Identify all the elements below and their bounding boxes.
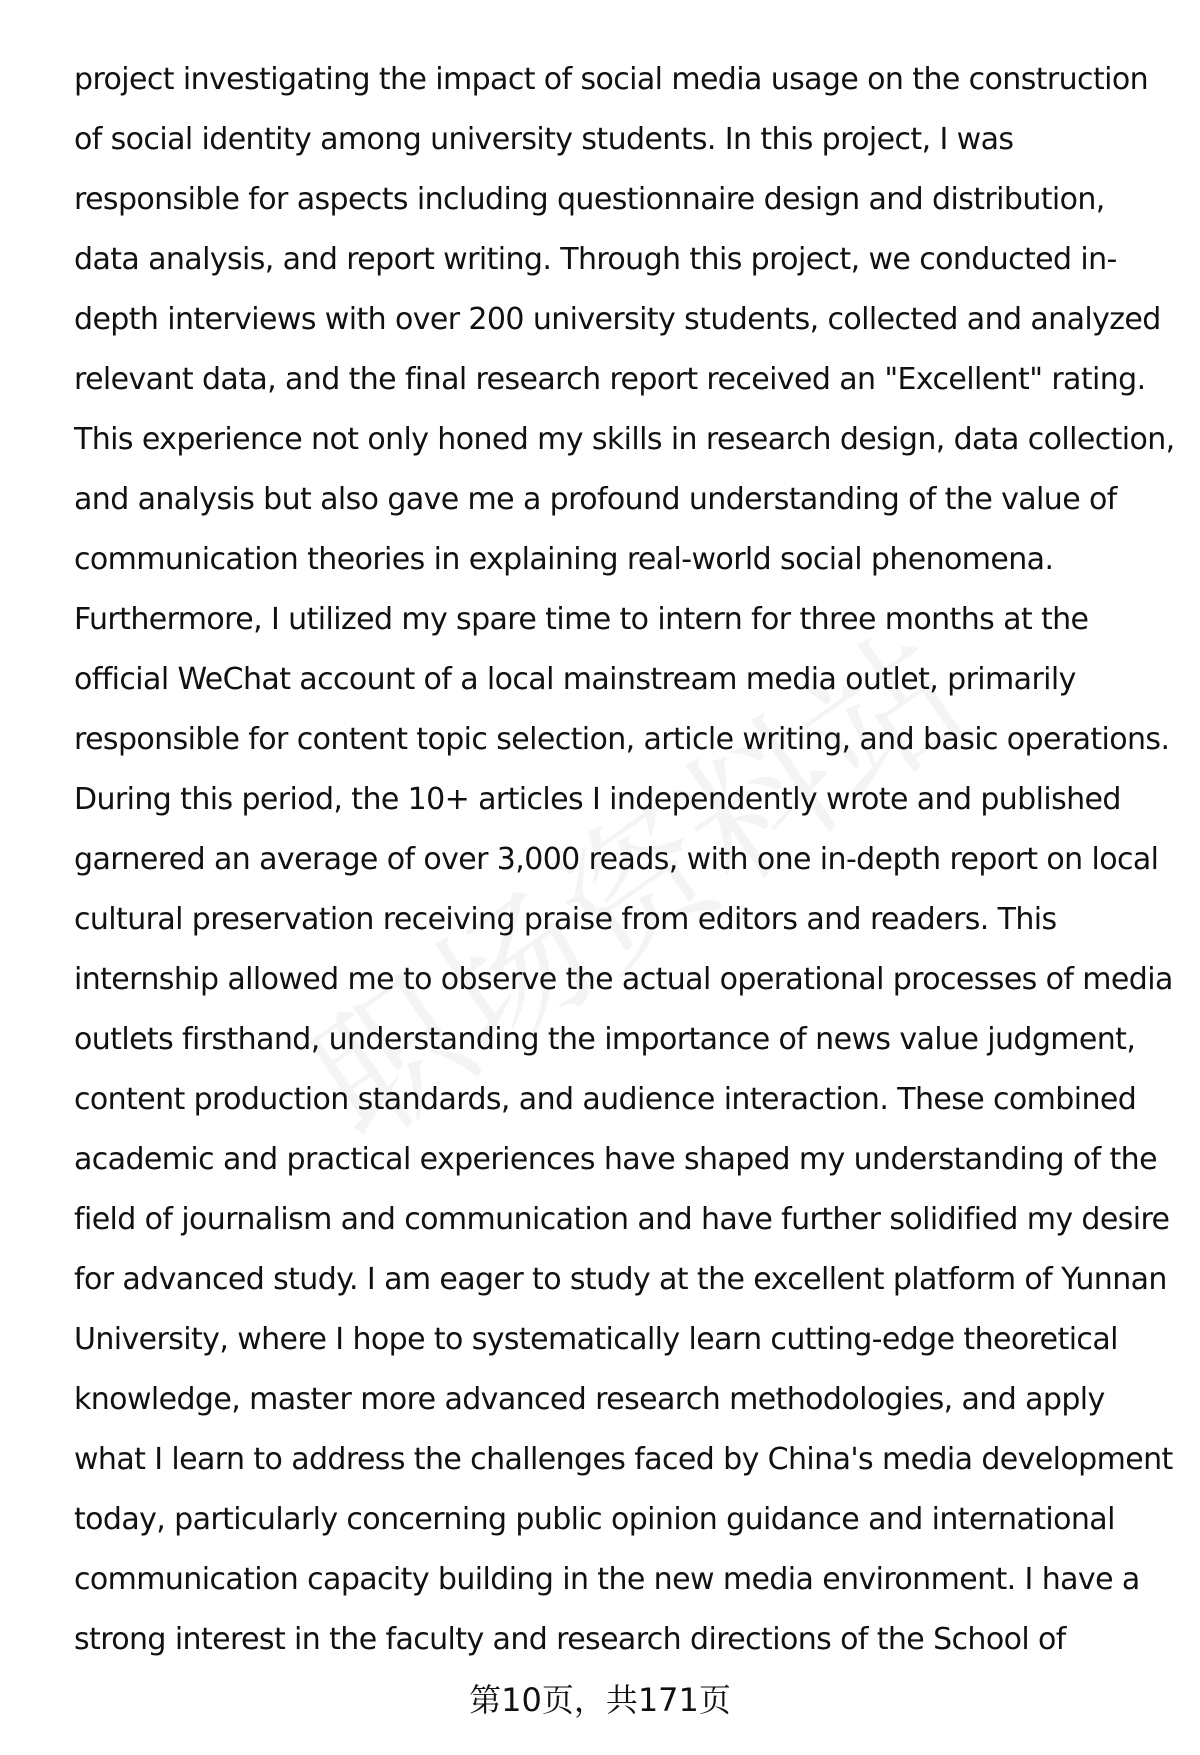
text-line: field of journalism and communication and have further solidified my desire	[74, 1202, 1170, 1237]
text-line: outlets firsthand, understanding the importance of news value judgment,	[74, 1022, 1136, 1057]
text-line: for advanced study. I am eager to study at the excellent platform of Yunnan	[74, 1262, 1167, 1297]
page-number: 第10页，共171页	[469, 1681, 731, 1719]
text-line: official WeChat account of a local mainstream media outlet, primarily	[74, 662, 1076, 697]
text-line: During this period, the 10+ articles I independently wrote and published	[74, 782, 1121, 817]
text-line: data analysis, and report writing. Through this project, we conducted in-	[74, 242, 1117, 277]
text-line: and analysis but also gave me a profound understanding of the value of	[74, 482, 1117, 517]
text-line: today, particularly concerning public opinion guidance and international	[74, 1502, 1115, 1537]
text-line: strong interest in the faculty and research directions of the School of	[74, 1622, 1066, 1657]
text-line: responsible for aspects including questionnaire design and distribution,	[74, 182, 1105, 217]
text-line: University, where I hope to systematically learn cutting-edge theoretical	[74, 1322, 1118, 1357]
text-line: academic and practical experiences have shaped my understanding of the	[74, 1142, 1157, 1177]
text-line: internship allowed me to observe the actual operational processes of media	[74, 962, 1173, 997]
text-line: communication capacity building in the new media environment. I have a	[74, 1562, 1140, 1597]
text-line: content production standards, and audience interaction. These combined	[74, 1082, 1137, 1117]
text-line: knowledge, master more advanced research methodologies, and apply	[74, 1382, 1105, 1417]
text-line: project investigating the impact of social media usage on the construction	[74, 62, 1149, 97]
text-line: This experience not only honed my skills in research design, data collection,	[74, 422, 1175, 457]
text-line: relevant data, and the final research report received an "Excellent" rating.	[74, 362, 1146, 397]
text-line: garnered an average of over 3,000 reads, with one in-depth report on local	[74, 842, 1159, 877]
text-line: communication theories in explaining real-world social phenomena.	[74, 542, 1054, 577]
body-text	[74, 50, 1175, 1670]
text-line: responsible for content topic selection, article writing, and basic operations.	[74, 722, 1170, 757]
text-line: Furthermore, I utilized my spare time to intern for three months at the	[74, 602, 1089, 637]
text-line: depth interviews with over 200 university students, collected and analyzed	[74, 302, 1161, 337]
text-line: what I learn to address the challenges faced by China's media development	[74, 1442, 1173, 1477]
text-line: cultural preservation receiving praise from editors and readers. This	[74, 902, 1057, 937]
text-line: of social identity among university students. In this project, I was	[74, 122, 1014, 157]
